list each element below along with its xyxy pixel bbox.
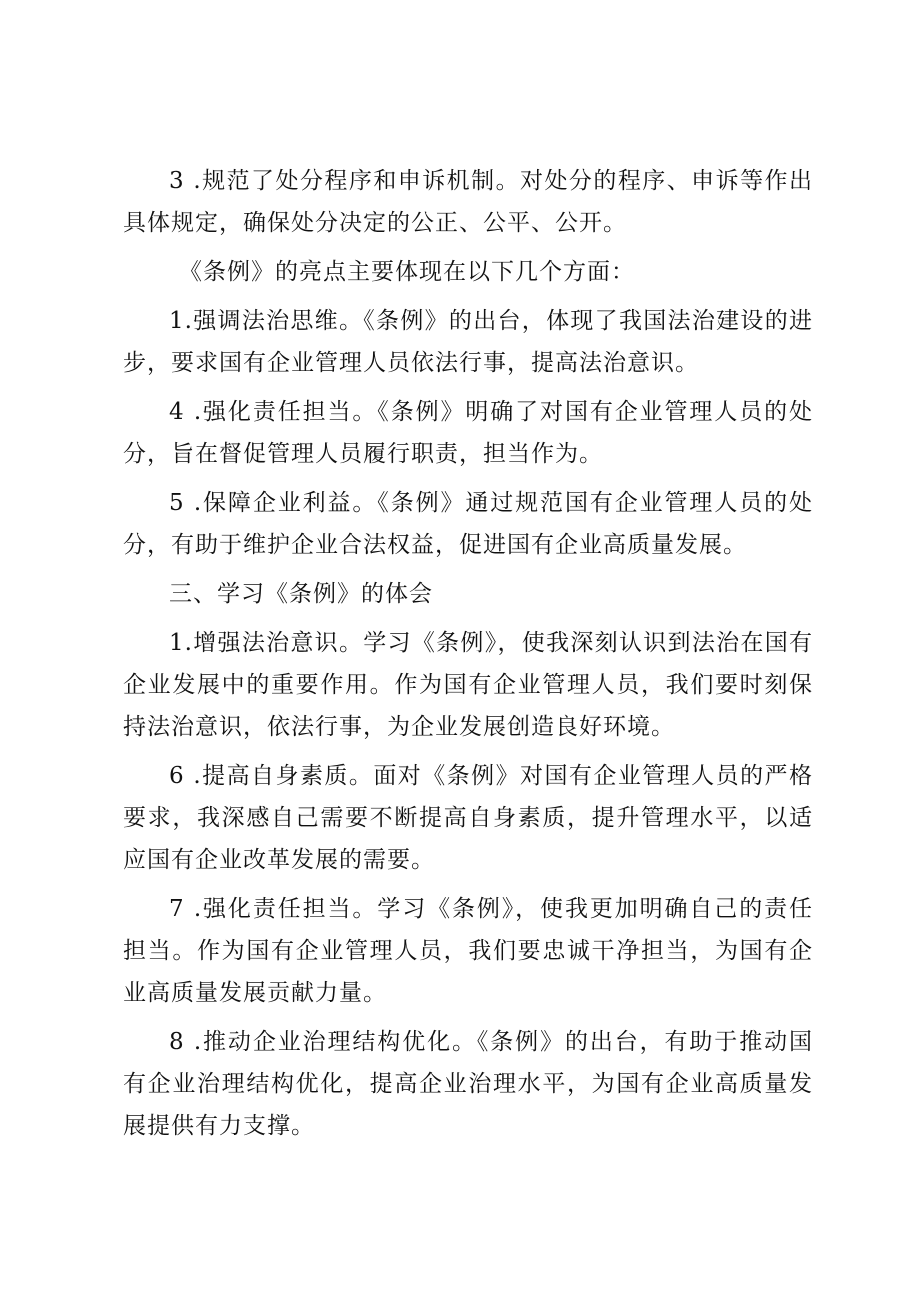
paragraph-highlights-intro: 《条例》的亮点主要体现在以下几个方面： bbox=[179, 259, 635, 285]
paragraph-self-quality: 6 .提高自身素质。面对《条例》对国有企业管理人员的严格要求，我深感自己需要不断提高自身素质，提升管理水平，以适应国有企业改革发展的需要。 bbox=[123, 763, 813, 873]
paragraph-responsibility: 4 .强化责任担当。《条例》明确了对国有企业管理人员的处分，旨在督促管理人员履行职责，担当作为。 bbox=[123, 399, 813, 467]
paragraph-governance-optimization: 8 .推动企业治理结构优化。《条例》的出台，有助于推动国有企业治理结构优化，提高企业治理水平，为国有企业高质量发展提供有力支撑。 bbox=[123, 1029, 813, 1139]
paragraph-rule-of-law-thinking: 1.强调法治思维。《条例》的出台，体现了我国法治建设的进步，要求国有企业管理人员依法行事，提高法治意识。 bbox=[123, 308, 813, 376]
paragraph-procedure-appeal: 3 .规范了处分程序和申诉机制。对处分的程序、申诉等作出具体规定，确保处分决定的公正、公平、公开。 bbox=[123, 168, 813, 236]
paragraph-responsibility-study: 7 .强化责任担当。学习《条例》，使我更加明确自己的责任担当。作为国有企业管理人员，我们要忠诚干净担当，为国有企业高质量发展贡献力量。 bbox=[123, 896, 813, 1006]
document-body bbox=[123, 160, 813, 1154]
section-heading-study-reflections: 三、学习《条例》的体会 bbox=[169, 581, 433, 607]
paragraph-legal-awareness: 1.增强法治意识。学习《条例》，使我深刻认识到法治在国有企业发展中的重要作用。作为国有企业管理人员，我们要时刻保持法治意识，依法行事，为企业发展创造良好环境。 bbox=[123, 630, 813, 740]
paragraph-enterprise-interests: 5 .保障企业利益。《条例》通过规范国有企业管理人员的处分，有助于维护企业合法权益，促进国有企业高质量发展。 bbox=[123, 490, 813, 558]
